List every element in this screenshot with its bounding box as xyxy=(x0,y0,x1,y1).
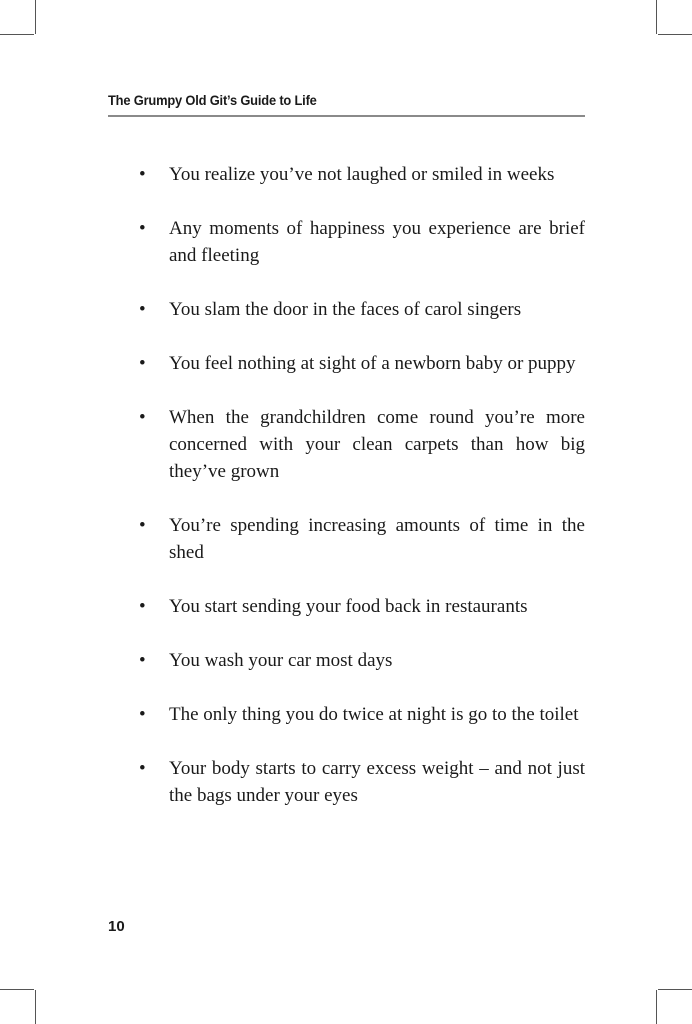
bullet-icon: • xyxy=(139,407,146,428)
list-item-text: You wash your car most days xyxy=(169,650,393,671)
list-item xyxy=(0,296,692,323)
crop-mark-bottom-right xyxy=(656,990,657,1024)
list-item-text: Your body starts to carry excess weight – and not just the bags under your eyes xyxy=(169,758,585,806)
page-number: 10 xyxy=(108,918,125,935)
bullet-icon: • xyxy=(139,299,146,320)
crop-mark-bottom-left xyxy=(0,989,34,990)
list-item xyxy=(0,404,692,485)
running-head: The Grumpy Old Git’s Guide to Life xyxy=(108,92,317,108)
list-item-text: You feel nothing at sight of a newborn baby or puppy xyxy=(169,353,576,374)
bullet-list xyxy=(0,161,692,836)
bullet-icon: • xyxy=(139,218,146,239)
list-item xyxy=(0,593,692,620)
list-item xyxy=(0,701,692,728)
bullet-icon: • xyxy=(139,353,146,374)
crop-mark-bottom-right xyxy=(658,989,692,990)
list-item-text: You slam the door in the faces of carol singers xyxy=(169,299,522,320)
bullet-icon: • xyxy=(139,164,146,185)
list-item-text: Any moments of happiness you experience are brief and fleeting xyxy=(169,218,585,266)
list-item xyxy=(0,215,692,269)
list-item-text: You realize you’ve not laughed or smiled in weeks xyxy=(169,164,555,185)
list-item xyxy=(0,647,692,674)
list-item xyxy=(0,350,692,377)
list-item xyxy=(0,161,692,188)
list-item xyxy=(0,512,692,566)
list-item-text: You’re spending increasing amounts of time in the shed xyxy=(169,515,585,563)
crop-mark-bottom-left xyxy=(35,990,36,1024)
crop-mark-top-left xyxy=(35,0,36,34)
bullet-icon: • xyxy=(139,596,146,617)
bullet-icon: • xyxy=(139,704,146,725)
crop-mark-top-left xyxy=(0,34,34,35)
list-item-text: You start sending your food back in restaurants xyxy=(169,596,528,617)
list-item-text: When the grandchildren come round you’re more concerned with your clean carpets than how big they’ve grown xyxy=(169,407,585,482)
list-item xyxy=(0,755,692,809)
bullet-icon: • xyxy=(139,515,146,536)
bullet-icon: • xyxy=(139,650,146,671)
header-rule xyxy=(108,115,585,117)
crop-mark-top-right xyxy=(656,0,657,34)
list-item-text: The only thing you do twice at night is go to the toilet xyxy=(169,704,579,725)
bullet-icon: • xyxy=(139,758,146,779)
crop-mark-top-right xyxy=(658,34,692,35)
